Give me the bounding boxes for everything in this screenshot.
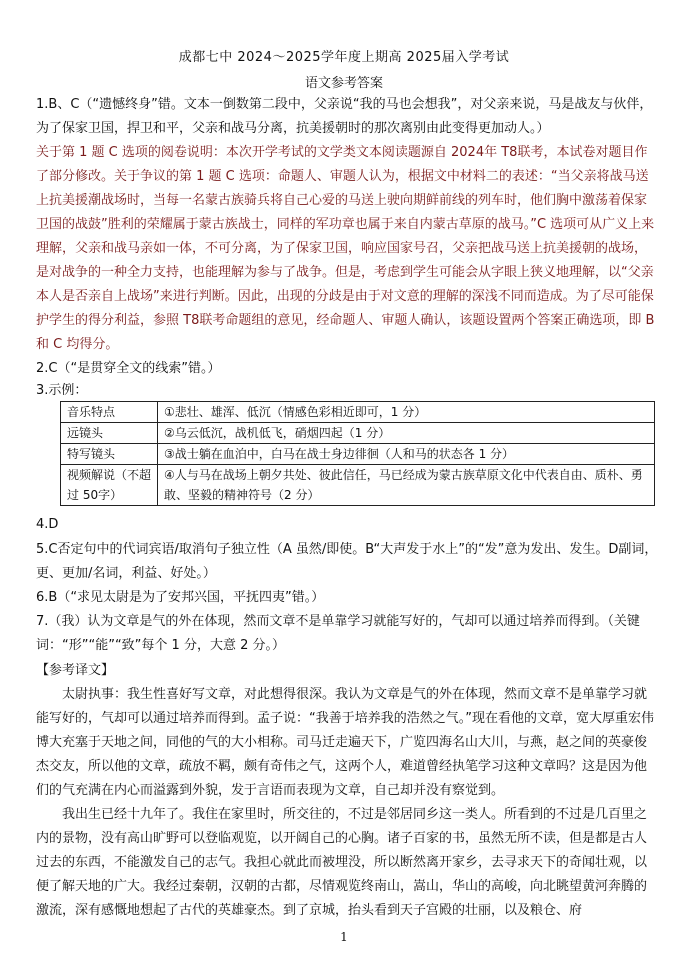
table-cell-value: ①悲壮、雄浑、低沉（情感色彩相近即可，1 分） <box>158 402 655 423</box>
answer-q1-note: 关于第 1 题 C 选项的阅卷说明：本次开学考试的文学类文本阅读题源自 2024年 T8联考，本试卷对题目作了部分修改。关于争议的第 1 题 C 选项：命题人、审题人认为，根据文中材料二的表述：“当父亲将战马送上抗美援潮战场时，当每一名蒙古族骑兵将自己心爱的马送上驶向期鲜前线的列车时，他们胸中激荡着保家卫国的战鼓”胜利的荣耀属于蒙古族战士，同样的军功章也属于来自内蒙古草原的战马。”C 选项可从广义上来理解，父亲和战马亲如一体，不可分离，为了保家卫国，响应国家号召，父亲把战马送上抗美援朝的战场，是对战争的一种全力支持，也能理解为参与了战争。但是，考虑到学生可能会从字眼上狭义地理解，以“父亲本人是否亲自上战场”来进行判断。因此，出现的分歧是由于对文意的理解的深浅不同而造成。为了尽可能保护学生的得分利益，参照 T8联考命题组的意见，经命题人、审题人确认，该题设置两个答案正确选项，即 B 和 C 均得分。 <box>36 145 655 352</box>
page-number: 1 <box>340 930 348 944</box>
reference-translation-heading: 【参考译文】 <box>36 663 115 678</box>
answer-q6: 6.B（“求见太尉是为了安邦兴国，平抚四夷”错。） <box>36 590 325 605</box>
table-cell-key: 远镜头 <box>61 423 158 444</box>
table-row <box>61 444 655 465</box>
table-cell-value: ③战士躺在血泊中，白马在战士身边徘徊（人和马的状态各 1 分） <box>158 444 655 465</box>
translation-paragraph-2: 我出生已经十九年了。我住在家里时，所交往的，不过是邻居同乡这一类人。所看到的不过是几百里之内的景物，没有高山旷野可以登临观览，以开阔自己的心胸。诸子百家的书，虽然无所不读，但是都是古人过去的东西，不能激发自己的志气。我担心就此而被埋没，所以断然离开家乡，去寻求天下的奇闻壮观，以便了解天地的广大。我经过秦朝，汉朝的古都，尽情观览终南山，嵩山，华山的高峻，向北眺望黄河奔腾的激流，深有感慨地想起了古代的英雄豪杰。到了京城，抬头看到天子宫殿的壮丽，以及粮仓、府 <box>36 807 648 918</box>
table-cell-key: 视频解说（不超过 50字） <box>61 465 158 506</box>
table-cell-value: ②乌云低沉，战机低飞，硝烟四起（1 分） <box>158 423 655 444</box>
exam-title: 成都七中 2024～2025学年度上期高 2025届入学考试 <box>178 50 510 65</box>
table-cell-key: 特写镜头 <box>61 444 158 465</box>
table-cell-key: 音乐特点 <box>61 402 158 423</box>
answer-key-title: 语文参考答案 <box>304 76 383 91</box>
answer-q1: 1.B、C（“遗憾终身”错。文本一倒数第二段中，父亲说“我的马也会想我”，对父亲来说，马是战友与伙伴，为了保家卫国，捍卫和平，父亲和战马分离，抗美援朝时的那次离别由此变得更加动人。） <box>36 97 653 136</box>
q3-answer-table <box>60 401 655 506</box>
table-row <box>61 402 655 423</box>
answer-q7: 7.（我）认为文章是气的外在体现，然而文章不是单靠学习就能写好的，气却可以通过培养而得到。（关键词：“形”“能”“致”每个 1 分，大意 2 分。） <box>36 614 640 653</box>
table-row <box>61 465 655 506</box>
answer-q3-label: 3.示例： <box>36 383 88 398</box>
table-row <box>61 423 655 444</box>
answer-q5: 5.C否定句中的代词宾语/取消句子独立性（A 虽然/即使。B“大声发于水上”的“发”意为发出、发生。D副词，更、更加/名词，利益、好处。） <box>36 542 658 581</box>
answer-q2: 2.C（“是贯穿全文的线索”错。） <box>36 361 221 376</box>
answer-q4: 4.D <box>36 517 59 532</box>
translation-paragraph-1: 太尉执事：我生性喜好写文章，对此想得很深。我认为文章是气的外在体现，然而文章不是单靠学习就能写好的，气却可以通过培养而得到。孟子说：“我善于培养我的浩然之气。”现在看他的文章，宽大厚重宏伟博大充塞于天地之间，同他的气的大小相称。司马迁走遍天下，广览四海名山大川，与燕，赵之间的英豪俊杰交友，所以他的文章，疏放不羁，颇有奇伟之气，这两个人，难道曾经执笔学习这种文章吗？这是因为他们的气充满在内心而溢露到外貌，发于言语而表现为文章，自己却并没有察觉到。 <box>36 687 654 798</box>
table-cell-value: ④人与马在战场上朝夕共处、彼此信任，马已经成为蒙古族草原文化中代表自由、质朴、勇敢、坚毅的精神符号（2 分） <box>158 465 655 506</box>
